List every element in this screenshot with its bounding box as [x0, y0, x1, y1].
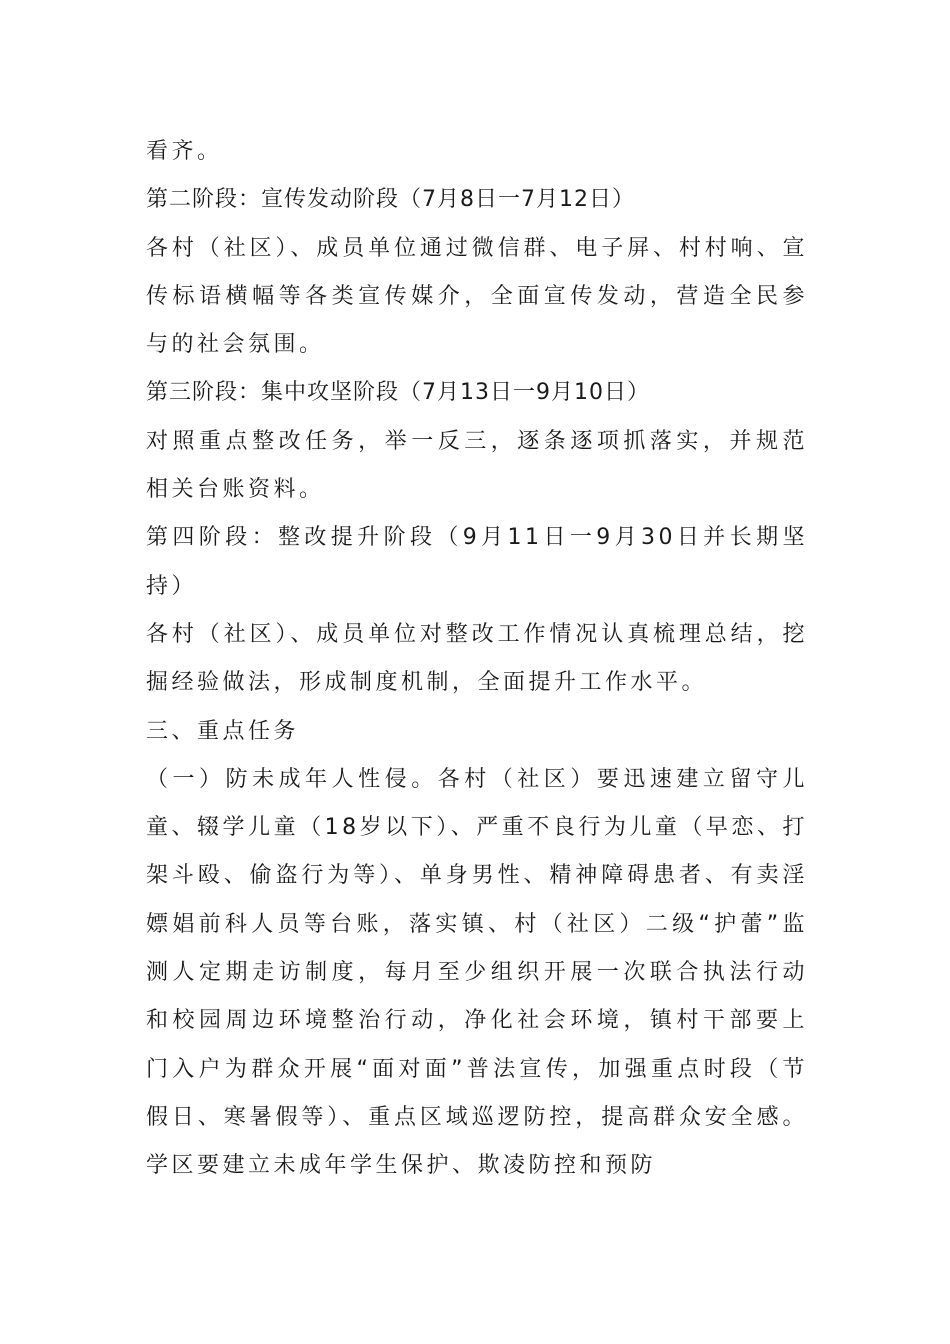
- stage-four-body: 各村（社区）、成员单位对整改工作情况认真梳理总结，挖掘经验做法，形成制度机制，全面提升工作水平。: [146, 621, 808, 696]
- stage-two-body: 各村（社区）、成员单位通过微信群、电子屏、村村响、宣传标语横幅等各类宣传媒介，全面宣传发动，营造全民参与的社会氛围。: [146, 235, 808, 358]
- stage-two-heading: 第二阶段：宣传发动阶段（7月8日一7月12日）: [146, 187, 635, 213]
- stage-four-heading: 第四阶段：整改提升阶段（9月11日一9月30日并长期坚持）: [146, 525, 808, 599]
- document-body: [146, 128, 808, 1191]
- task-one-body: （一）防未成年人性侵。各村（社区）要迅速建立留守儿童、辍学儿童（18岁以下）、严重不良行为儿童（早恋、打架斗殴、偷盗行为等）、单身男性、精神障碍患者、有卖淫嫖娼前科人员等台账，落实镇、村（社区）二级“护蕾”监测人定期走访制度，每月至少组织开展一次联合执法行动和校园周边环境整治行动，净化社会环境，镇村干部要上门入户为群众开展“面对面”普法宣传，加强重点时段（节假日、寒暑假等）、重点区域巡逻防控，提高群众安全感。学区要建立未成年学生保护、欺凌防控和预防: [146, 766, 808, 1179]
- paragraph-continuation: 看齐。: [146, 139, 223, 164]
- stage-three-body: 对照重点整改任务，举一反三，逐条逐项抓落实，并规范相关台账资料。: [146, 428, 808, 503]
- section-three-heading: 三、重点任务: [146, 718, 300, 744]
- stage-three-heading: 第三阶段：集中攻坚阶段（7月13日一9月10日）: [146, 380, 650, 406]
